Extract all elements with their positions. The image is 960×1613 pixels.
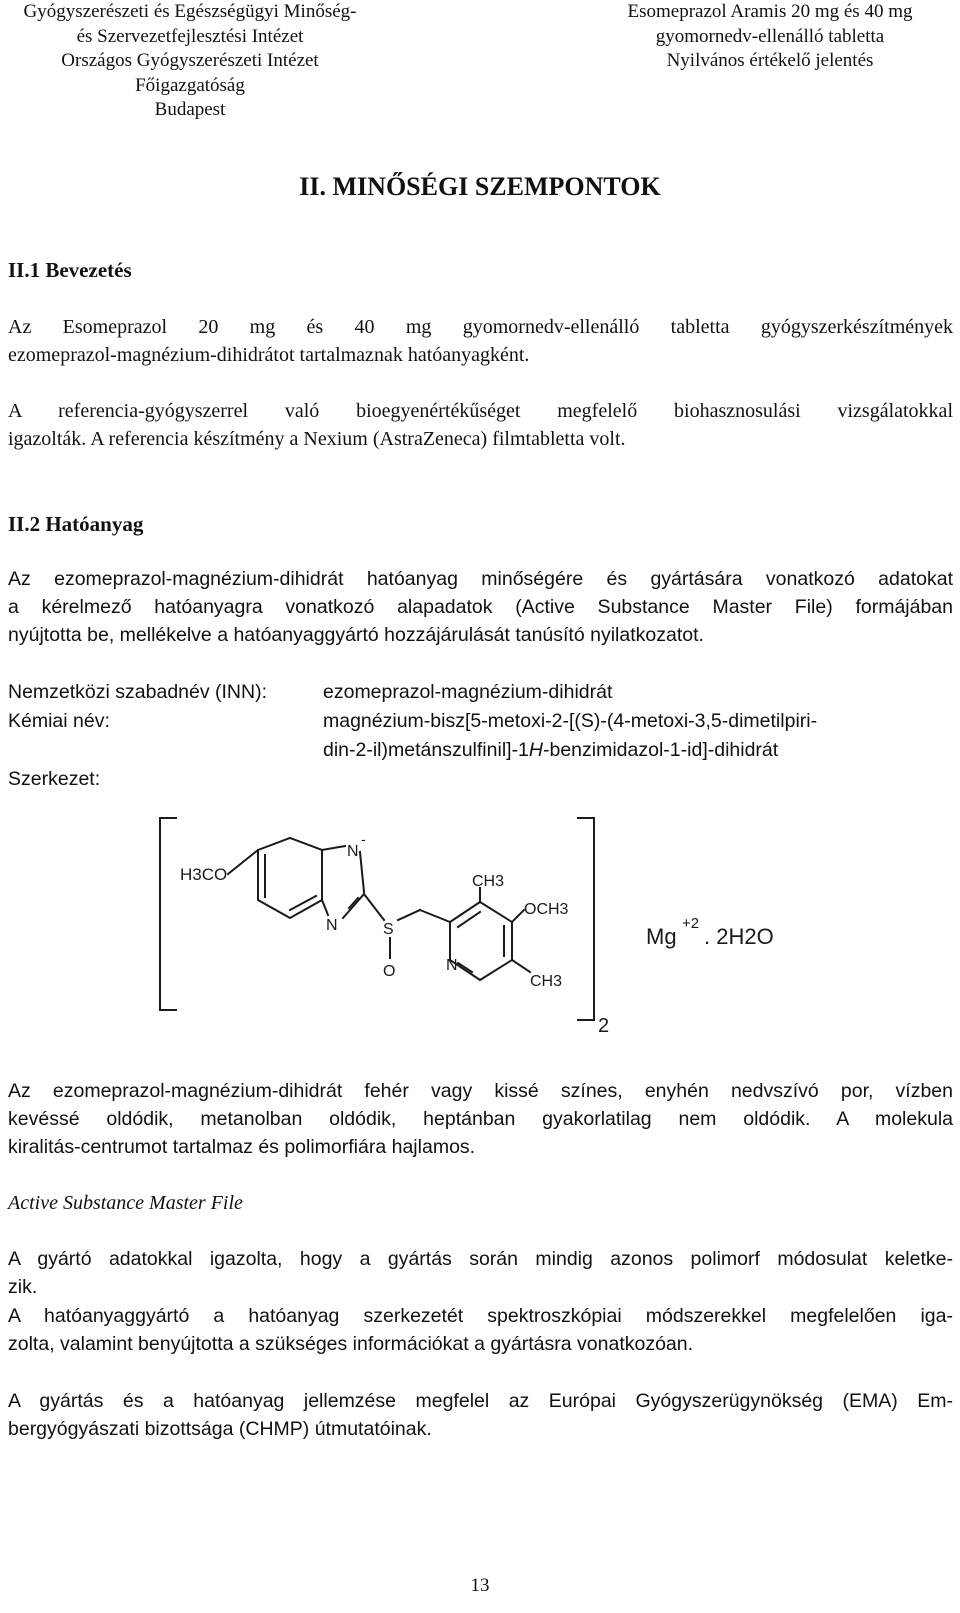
intro-paragraph-2 xyxy=(8,398,953,453)
header-right-line: Esomeprazol Aramis 20 mg és 40 mg xyxy=(627,1,913,22)
subscript-2: 2 xyxy=(598,1015,610,1037)
page-title: II. MINŐSÉGI SZEMPONTOK xyxy=(299,172,661,201)
water-label: . 2H2O xyxy=(704,924,774,949)
section-heading-substance: II.2 Hatóanyag xyxy=(8,512,144,536)
right-bracket xyxy=(578,818,594,1020)
text-line: A referencia-gyógyszerrel való bioegyenértékűséget megfelelő biohasznosulási vizsgálatokkal xyxy=(8,400,953,422)
text-line: ezomeprazol-magnézium-dihidrátot tartalmaznak hatóanyagként. xyxy=(8,343,530,366)
text-line: nyújtotta be, mellékelve a hatóanyaggyártó hozzájárulását tanúsító nyilatkozatot. xyxy=(8,624,704,646)
text-line: A gyártás és a hatóanyag jellemzése megfelel az Európai Gyógyszerügynökség (EMA) Em- xyxy=(8,1390,953,1412)
text-line: Active Substance Master File xyxy=(8,1192,243,1214)
text-line: A hatóanyaggyártó a hatóanyag szerkezetét spektroszkópiai módszerekkel megfelelően iga- xyxy=(8,1305,953,1327)
chemical-name-label: Kémiai név: xyxy=(8,710,110,732)
header-left-line: Főigazgatóság xyxy=(135,74,245,96)
text-line: kevéssé oldódik, metanolban oldódik, heptánban gyakorlatilag nem oldódik. A molekula xyxy=(8,1108,953,1130)
text-line: bergyógyászati bizottsága (CHMP) útmutatóinak. xyxy=(8,1418,432,1440)
structure-label: Szerkezet: xyxy=(8,768,101,790)
structural-formula xyxy=(150,810,790,1040)
text-line: A gyártó adatokkal igazolta, hogy a gyártás során mindig azonos polimorf módosulat keletke- xyxy=(8,1248,953,1270)
header-left-line: Országos Gyógyszerészeti Intézet xyxy=(61,50,319,71)
inn-value: ezomeprazol-magnézium-dihidrát xyxy=(323,681,613,703)
ch3-bottom-label: CH3 xyxy=(530,973,563,990)
benzene-ring xyxy=(258,838,322,918)
pyridine-ring xyxy=(450,902,512,980)
chem-part-italic: H xyxy=(528,739,543,761)
header-left-line: és Szervezetfejlesztési Intézet xyxy=(76,25,304,47)
chem-part: -benzimidazol-1-id]-dihidrát xyxy=(543,739,779,761)
text-line: zolta, valamint benyújtotta a szükséges információkat a gyártásra vonatkozóan. xyxy=(8,1333,694,1355)
text-line: a kérelmező hatóanyagra vonatkozó alapadatok (Active Substance Master File) formájában xyxy=(8,596,953,618)
n-minus-label: N xyxy=(347,843,359,860)
magnesium-label: Mg xyxy=(646,924,677,949)
n-pyridine-label: N xyxy=(446,957,458,974)
text-line: Az ezomeprazol-magnézium-dihidrát hatóanyag minőségére és gyártására vonatkozó adatokat xyxy=(8,568,953,590)
ch3-top-label: CH3 xyxy=(472,873,505,890)
chem-part: din-2-il)metánszulfinil]-1 xyxy=(323,739,529,761)
oxygen-label: O xyxy=(383,963,396,980)
header-right-line: gyomornedv-ellenálló tabletta xyxy=(655,25,885,47)
left-bracket xyxy=(160,818,176,1010)
asmf-heading xyxy=(8,1190,953,1218)
header-left-line: Budapest xyxy=(154,99,226,120)
charge-minus: - xyxy=(361,831,366,847)
section-heading-intro: II.1 Bevezetés xyxy=(8,258,132,282)
page-number: 13 xyxy=(470,1575,490,1596)
text-line: igazolták. A referencia készítmény a Nexium (AstraZeneca) filmtabletta volt. xyxy=(8,427,626,450)
asmf-paragraph-2 xyxy=(8,1302,953,1358)
intro-paragraph-1 xyxy=(8,314,953,369)
text-line: Az Esomeprazol 20 mg és 40 mg gyomornedv-ellenálló tabletta gyógyszerkészítmények xyxy=(8,316,953,338)
text-line: Az ezomeprazol-magnézium-dihidrát fehér vagy kissé színes, enyhén nedvszívó por, vízben xyxy=(8,1080,953,1102)
chemical-name-line-2 xyxy=(323,736,778,764)
substance-paragraph-1 xyxy=(8,565,953,649)
header-left xyxy=(5,0,375,123)
inn-label: Nemzetközi szabadnév (INN): xyxy=(8,681,268,703)
substance-paragraph-2 xyxy=(8,1077,953,1161)
chemical-name-line-1: magnézium-bisz[5-metoxi-2-[(S)-(4-metoxi-3,5-dimetilpiri- xyxy=(323,710,818,732)
sulfur-label: S xyxy=(383,921,394,938)
asmf-paragraph-1 xyxy=(8,1245,953,1301)
header-right-line: Nyilvános értékelő jelentés xyxy=(666,50,874,71)
och3-label: OCH3 xyxy=(524,901,569,918)
h3co-label: H3CO xyxy=(180,865,228,884)
header-right xyxy=(620,0,920,74)
magnesium-charge: +2 xyxy=(682,915,700,932)
text-line: zik. xyxy=(8,1276,38,1298)
header-left-line: Gyógyszerészeti és Egészségügyi Minőség- xyxy=(23,1,357,22)
n-label: N xyxy=(326,917,338,934)
text-line: kiralitás-centrumot tartalmaz és polimorfiára hajlamos. xyxy=(8,1136,476,1158)
asmf-paragraph-3 xyxy=(8,1387,953,1443)
